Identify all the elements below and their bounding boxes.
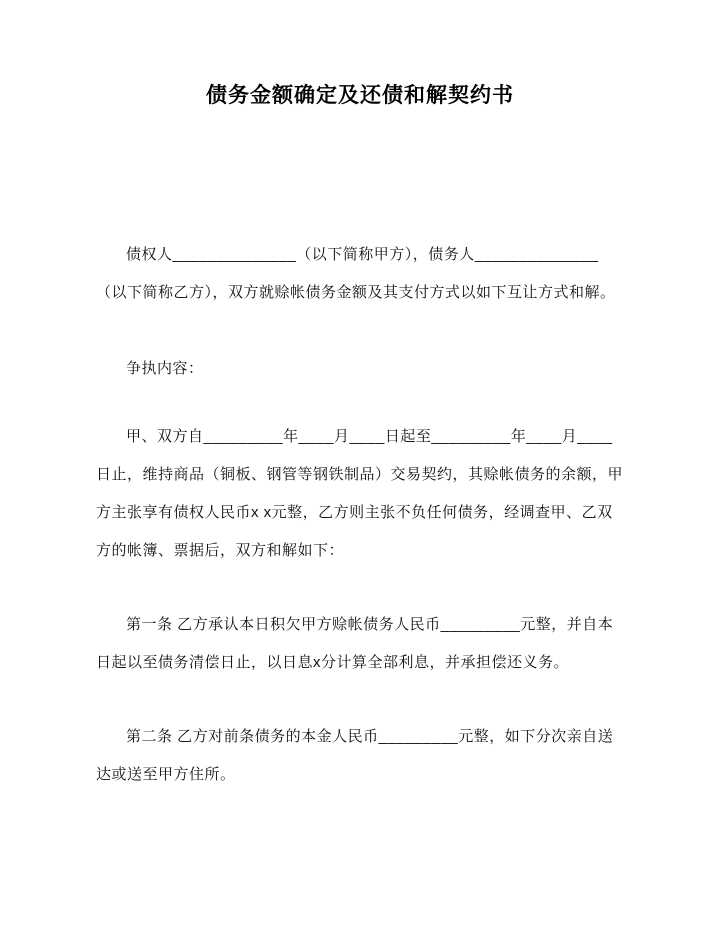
dispute-content-label: 争执内容：: [126, 360, 204, 377]
dispute-paragraph: 甲、双方自_________年____月____日起至_________年____月____日止，维持商品（铜板、钢管等钢铁制品）交易契约，其赊帐债务的余额，甲方主张享有债权人民币x x元整，乙方则主张不负任何债务，经调查甲、乙双方的帐簿、票据后，双方和解如下：: [96, 428, 624, 559]
document-title: 债务金额确定及还债和解契约书: [206, 84, 514, 107]
intro-paragraph: 债权人______________（以下简称甲方），债务人______________（以下简称乙方），双方就赊帐债务金额及其支付方式以如下互让方式和解。: [96, 246, 616, 301]
article-1-paragraph: 第一条 乙方承认本日积欠甲方赊帐债务人民币_________元整，并自本日起以至债务清偿日止，以日息x分计算全部利息，并承担偿还义务。: [96, 616, 614, 671]
article-2-paragraph: 第二条 乙方对前条债务的本金人民币_________元整，如下分次亲自送达或送至甲方住所。: [96, 728, 614, 783]
